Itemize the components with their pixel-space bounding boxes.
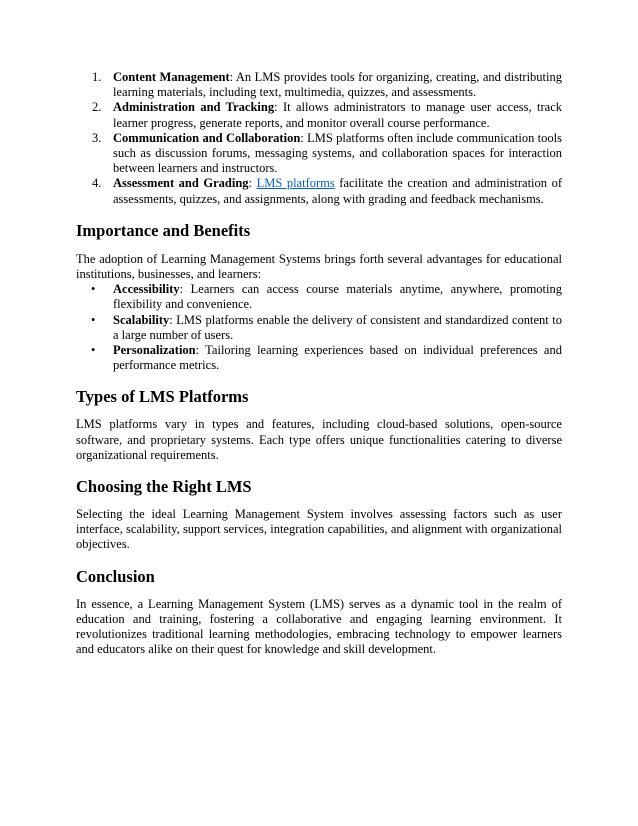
bullet-glyph: • xyxy=(91,312,96,327)
feature-description-end: facilitate the creation and administration of assessments, quizzes, and assignments, along with grading and feedback mechanisms. xyxy=(113,176,562,206)
feature-term: Assessment and Grading xyxy=(113,176,249,191)
importance-intro: The adoption of Learning Management Systems brings forth several advantages for educational institutions, businesses, and learners: xyxy=(76,251,562,282)
section-heading-conclusion: Conclusion xyxy=(76,566,155,586)
feature-term: Administration and Tracking xyxy=(113,100,275,115)
lms-features-list xyxy=(76,70,562,207)
feature-description: : LMS platforms often include communication tools such as discussion forums, messaging systems, and collaboration spaces for interaction between learners and instructors. xyxy=(113,130,562,176)
benefits-list xyxy=(76,282,562,373)
list-number: 2. xyxy=(92,100,102,115)
list-item xyxy=(91,343,562,373)
bullet-glyph: • xyxy=(91,343,96,358)
feature-term: Communication and Collaboration xyxy=(113,130,301,145)
benefit-term: Personalization xyxy=(113,343,196,358)
benefit-description: : LMS platforms enable the delivery of consistent and standardized content to a large number of users. xyxy=(113,312,562,342)
types-body: LMS platforms vary in types and features, including cloud-based solutions, open-source software, and proprietary systems. Each type offers unique functionalities catering to diverse organizational requirements. xyxy=(76,417,562,462)
feature-description-start: : xyxy=(248,176,257,191)
feature-term: Content Management xyxy=(113,70,230,84)
benefit-description: : Tailoring learning experiences based on individual preferences and performance metrics. xyxy=(113,343,562,373)
conclusion-body: In essence, a Learning Management System (LMS) serves as a dynamic tool in the realm of education and training, fostering a collaborative and engaging learning environment. It revolutionizes traditional learning methodologies, embracing technology to empower learners and educators alike on their quest for knowledge and skill development. xyxy=(76,596,562,657)
choosing-body: Selecting the ideal Learning Management System involves assessing factors such as user interface, scalability, support services, integration capabilities, and alignment with organizational objectives. xyxy=(76,507,562,552)
list-number: 4. xyxy=(92,176,102,191)
lms-platforms-link[interactable]: LMS platforms xyxy=(256,176,335,191)
feature-description: : An LMS provides tools for organizing, creating, and distributing learning materials, including text, multimedia, quizzes, and assessments. xyxy=(113,70,562,100)
benefit-term: Accessibility xyxy=(113,282,180,297)
section-heading-importance: Importance and Benefits xyxy=(76,220,251,240)
list-item xyxy=(92,70,562,100)
feature-description: : It allows administrators to manage user access, track learner progress, generate reports, and monitor overall course performance. xyxy=(113,100,563,130)
list-item xyxy=(92,130,562,177)
benefit-term: Scalability xyxy=(113,312,170,327)
section-heading-types: Types of LMS Platforms xyxy=(76,387,249,407)
list-item xyxy=(91,282,562,312)
section-heading-choosing: Choosing the Right LMS xyxy=(76,477,252,497)
list-number: 1. xyxy=(92,70,102,84)
bullet-glyph: • xyxy=(91,282,96,297)
benefit-description: : Learners can access course materials anytime, anywhere, promoting flexibility and convenience. xyxy=(113,282,562,312)
list-number: 3. xyxy=(92,130,102,145)
list-item xyxy=(92,176,562,206)
list-item xyxy=(91,312,562,343)
list-item xyxy=(92,100,563,130)
